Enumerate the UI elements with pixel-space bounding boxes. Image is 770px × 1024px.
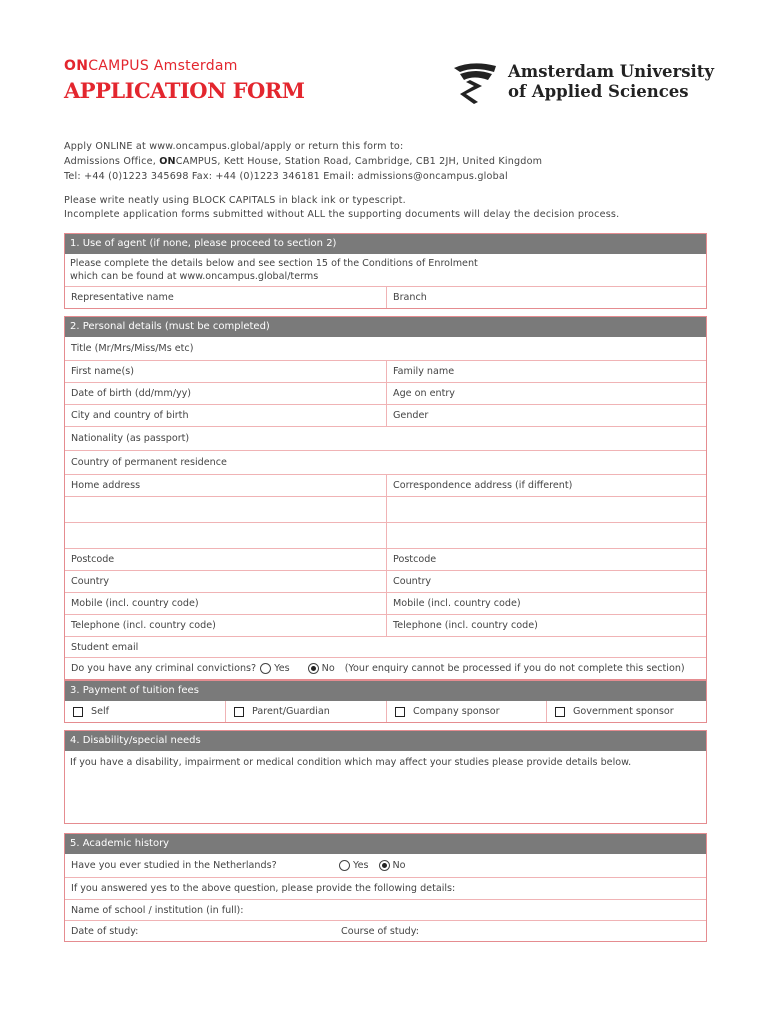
agent-note-line1: Please complete the details below and see section 15 of the Conditions of Enrolment [70,258,478,269]
school-name-field[interactable] [65,900,706,920]
brand-name [64,58,238,74]
age-label: Age on entry [393,388,455,399]
studied-netherlands-question [65,854,335,877]
correspondence-postcode-field[interactable] [386,549,706,570]
studied-no-label: No [392,860,406,871]
dob-row [65,382,706,404]
home-postcode-field[interactable] [65,549,386,570]
email-row [65,636,706,657]
home-telephone-field[interactable] [65,615,386,636]
form-title: APPLICATION FORM [64,78,305,103]
criminal-yes-radio[interactable] [260,663,271,674]
school-row [65,899,706,920]
residence-field[interactable] [65,451,706,474]
telephone-row [65,614,706,636]
city-country-field[interactable] [65,405,386,426]
criminal-convictions-label: Do you have any criminal convictions? [71,663,257,674]
address-row [65,474,706,496]
city-country-label: City and country of birth [71,410,189,421]
first-name-label: First name(s) [71,366,134,377]
payment-company-checkbox[interactable] [395,707,405,717]
date-of-study-label: Date of study: [71,925,139,937]
correspondence-address-line3[interactable] [386,523,706,548]
birth-row [65,404,706,426]
criminal-no-label: No [321,663,335,674]
home-address-line2[interactable] [65,497,386,522]
correspondence-country-field[interactable] [386,571,706,592]
studied-netherlands-label: Have you ever studied in the Netherlands? [71,860,277,871]
address-line-3 [65,522,706,548]
section-personal-header: 2. Personal details (must be completed) [65,317,706,337]
home-mobile-label: Mobile (incl. country code) [71,598,199,609]
nationality-field[interactable] [65,427,706,450]
correspondence-mobile-label: Mobile (incl. country code) [393,598,521,609]
intro-apply-online: Apply ONLINE at www.oncampus.global/apply or return this form to: [64,141,404,152]
age-field[interactable] [386,383,706,404]
correspondence-country-label: Country [393,576,432,587]
name-row [65,360,706,382]
section-academic-header: 5. Academic history [65,834,706,854]
agent-note [65,254,706,286]
intro-address-on: ON [159,156,176,167]
first-name-field[interactable] [65,361,386,382]
university-name [508,62,714,102]
residence-row [65,450,706,474]
section-agent [64,233,707,309]
studied-yes-radio[interactable] [339,860,350,871]
home-address-line3[interactable] [65,523,386,548]
branch-field[interactable] [386,287,706,308]
home-country-field[interactable] [65,571,386,592]
brand-on: ON [64,58,89,74]
study-dates-row [65,920,706,941]
residence-label: Country of permanent residence [71,457,227,468]
university-line2: of Applied Sciences [508,82,689,101]
payment-government-checkbox[interactable] [555,707,565,717]
family-name-field[interactable] [386,361,706,382]
agent-row [65,286,706,308]
payment-parent-option[interactable] [225,701,386,722]
nationality-row [65,426,706,450]
intro-address-post: CAMPUS, Kett House, Station Road, Cambridge, CB1 2JH, United Kingdom [175,156,543,167]
correspondence-mobile-field[interactable] [386,593,706,614]
title-field[interactable] [65,337,706,360]
school-name-label: Name of school / institution (in full): [71,904,244,916]
representative-name-label: Representative name [71,292,174,303]
payment-government-option[interactable] [546,701,706,722]
intro-incomplete-warning: Incomplete application forms submitted without ALL the supporting documents will delay the decision process. [64,209,620,220]
university-line1: Amsterdam University [508,62,714,81]
criminal-convictions-question [65,658,706,679]
studied-row [65,854,706,877]
student-email-field[interactable] [65,637,706,657]
follow-up-text [65,878,706,899]
title-label: Title (Mr/Mrs/Miss/Ms etc) [71,343,194,354]
date-of-study-field[interactable] [65,921,335,941]
intro-contact: Tel: +44 (0)1223 345698 Fax: +44 (0)1223 346181 Email: admissions@oncampus.global [64,171,508,182]
intro-address-pre: Admissions Office, [64,156,160,167]
studied-answer-group [335,854,706,877]
gender-field[interactable] [386,405,706,426]
payment-options-row [65,701,706,722]
representative-name-field[interactable] [65,287,386,308]
criminal-yes-label: Yes [274,663,290,674]
correspondence-address-label: Correspondence address (if different) [393,480,573,491]
postcode-row [65,548,706,570]
dob-label: Date of birth (dd/mm/yy) [71,388,192,399]
university-emblem-icon [452,60,502,106]
university-logo [452,60,712,106]
correspondence-address-line2[interactable] [386,497,706,522]
home-address-label: Home address [71,480,141,491]
dob-field[interactable] [65,383,386,404]
payment-company-option[interactable] [386,701,546,722]
home-address-field[interactable] [65,475,386,496]
payment-self-option[interactable] [65,701,225,722]
home-mobile-field[interactable] [65,593,386,614]
section-payment-header: 3. Payment of tuition fees [65,681,706,701]
disability-details-field[interactable] [65,751,706,774]
gender-label: Gender [393,410,429,421]
studied-yes-label: Yes [353,860,369,871]
intro-address [64,156,542,167]
payment-self-label: Self [91,706,110,717]
course-of-study-label: Course of study: [341,925,419,937]
address-line-2 [65,496,706,522]
section-disability [64,730,707,824]
section-agent-header: 1. Use of agent (if none, please proceed to section 2) [65,234,706,254]
correspondence-telephone-field[interactable] [386,615,706,636]
agent-note-line2: which can be found at www.oncampus.global/terms [70,271,319,282]
brand-rest: CAMPUS Amsterdam [88,58,238,74]
correspondence-postcode-label: Postcode [393,554,437,565]
branch-label: Branch [393,292,427,303]
payment-parent-checkbox[interactable] [234,707,244,717]
criminal-note: (Your enquiry cannot be processed if you do not complete this section) [344,663,685,674]
criminal-no-radio[interactable] [308,663,319,674]
follow-up-row [65,877,706,899]
country-row [65,570,706,592]
disability-note: If you have a disability, impairment or medical condition which may affect your studies please provide details below. [70,757,632,768]
mobile-row [65,592,706,614]
payment-parent-label: Parent/Guardian [252,706,330,717]
home-postcode-label: Postcode [71,554,115,565]
home-country-label: Country [71,576,110,587]
section-personal [64,316,707,680]
course-of-study-field[interactable] [335,921,706,941]
follow-up-label: If you answered yes to the above question, please provide the following details: [71,883,456,894]
studied-no-radio[interactable] [379,860,390,871]
family-name-label: Family name [393,366,455,377]
correspondence-address-field[interactable] [386,475,706,496]
student-email-label: Student email [71,641,139,653]
section-disability-header: 4. Disability/special needs [65,731,706,751]
payment-self-checkbox[interactable] [73,707,83,717]
payment-company-label: Company sponsor [413,706,500,717]
nationality-label: Nationality (as passport) [71,433,190,444]
criminal-row [65,657,706,679]
payment-government-label: Government sponsor [573,706,674,717]
section-payment [64,680,707,723]
home-telephone-label: Telephone (incl. country code) [71,620,216,631]
title-row [65,337,706,360]
correspondence-telephone-label: Telephone (incl. country code) [393,620,538,631]
intro-block-capitals: Please write neatly using BLOCK CAPITALS in black ink or typescript. [64,195,406,206]
section-academic [64,833,707,942]
